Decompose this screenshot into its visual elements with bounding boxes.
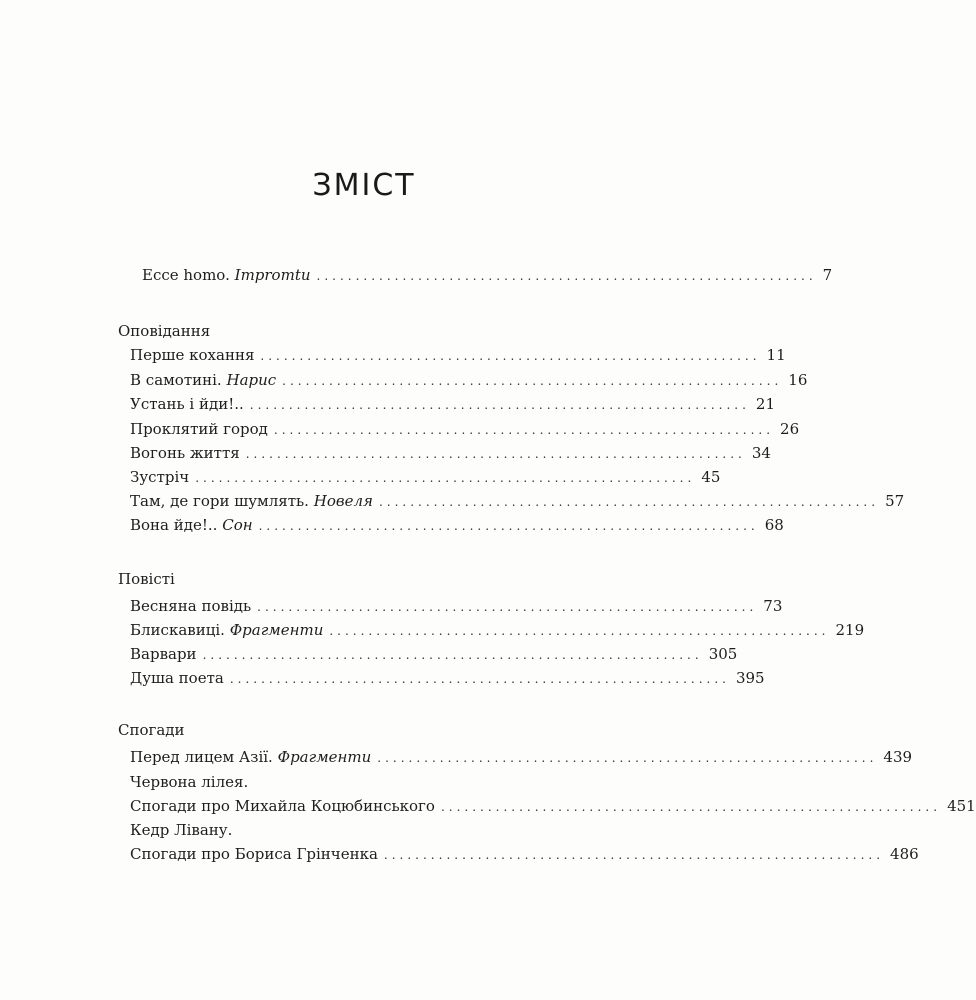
page-title: ЗМІСТ bbox=[312, 168, 416, 203]
page-number: 21 bbox=[755, 395, 775, 413]
entry-subtitle: Новеля bbox=[313, 492, 373, 510]
page-number: 451 bbox=[947, 797, 976, 815]
page-number: 45 bbox=[701, 468, 721, 486]
leader-dots: ................................................................ bbox=[273, 423, 775, 437]
entry-title: Там, де гори шумлять. bbox=[130, 492, 309, 510]
entry-title: В самотині. bbox=[130, 371, 222, 389]
toc-entry[interactable] bbox=[130, 516, 784, 536]
entry-title: Спогади про Михайла Коцюбинського bbox=[130, 797, 435, 815]
leader-dots: ................................................................ bbox=[229, 672, 730, 686]
toc-entry[interactable] bbox=[130, 845, 919, 865]
entry-title[interactable]: Кедр Лівану. bbox=[130, 821, 233, 839]
toc-entry[interactable] bbox=[130, 597, 783, 617]
page-number: 219 bbox=[835, 621, 865, 639]
page-number: 34 bbox=[751, 444, 771, 462]
page-number: 26 bbox=[780, 420, 800, 438]
entry-title: Проклятий город bbox=[130, 420, 268, 438]
leader-dots: ................................................................ bbox=[195, 471, 696, 485]
toc-entry[interactable] bbox=[130, 492, 905, 512]
entry-title: Перед лицем Азії. bbox=[130, 748, 273, 766]
page-number: 395 bbox=[735, 669, 765, 687]
toc-entry[interactable] bbox=[130, 420, 800, 440]
toc-entry[interactable] bbox=[130, 669, 765, 689]
leader-dots: ................................................................ bbox=[378, 495, 880, 509]
page-number: 57 bbox=[885, 492, 905, 510]
toc-entry[interactable] bbox=[130, 645, 738, 665]
toc-entry[interactable] bbox=[130, 748, 913, 768]
toc-entry[interactable] bbox=[130, 797, 976, 817]
entry-title: Душа поета bbox=[130, 669, 224, 687]
section-heading: Повісті bbox=[118, 570, 175, 588]
entry-title: Вона йде!.. bbox=[130, 516, 218, 534]
page-number: 16 bbox=[788, 371, 808, 389]
page-number: 486 bbox=[890, 845, 919, 863]
entry-subtitle: Сон bbox=[222, 516, 253, 534]
entry-title: Зустріч bbox=[130, 468, 190, 486]
leader-dots: ................................................................ bbox=[383, 848, 885, 862]
toc-entry[interactable] bbox=[130, 371, 808, 391]
leader-dots: ................................................................ bbox=[440, 800, 942, 814]
page-number: 11 bbox=[766, 346, 786, 364]
toc-entry[interactable] bbox=[130, 621, 865, 641]
entry-title: Вогонь життя bbox=[130, 444, 240, 462]
entry-title: Ecce homo. bbox=[142, 266, 230, 284]
toc-entry[interactable] bbox=[130, 395, 775, 415]
entry-title: Варвари bbox=[130, 645, 197, 663]
entry-subtitle: Фрагменти bbox=[277, 748, 372, 766]
entry-title: Перше кохання bbox=[130, 346, 255, 364]
page-number: 68 bbox=[764, 516, 784, 534]
entry-title[interactable]: Червона лілея. bbox=[130, 773, 249, 791]
leader-dots: ................................................................ bbox=[282, 374, 783, 388]
page-number: 7 bbox=[822, 266, 833, 284]
toc-entry[interactable] bbox=[130, 468, 721, 488]
entry-subtitle: Нарис bbox=[226, 371, 277, 389]
toc-entry[interactable] bbox=[130, 346, 786, 366]
entry-subtitle: Impromtu bbox=[234, 266, 311, 284]
leader-dots: ................................................................ bbox=[377, 751, 878, 765]
leader-dots: ................................................................ bbox=[249, 398, 750, 412]
leader-dots: ................................................................ bbox=[316, 269, 817, 283]
page-number: 305 bbox=[708, 645, 738, 663]
leader-dots: ................................................................ bbox=[245, 447, 746, 461]
section-heading: Спогади bbox=[118, 721, 185, 739]
page-number: 73 bbox=[763, 597, 783, 615]
leader-dots: ................................................................ bbox=[329, 624, 830, 638]
leader-dots: ................................................................ bbox=[202, 648, 703, 662]
entry-title: Блискавиці. bbox=[130, 621, 225, 639]
leader-dots: ................................................................ bbox=[258, 519, 759, 533]
toc-entry[interactable] bbox=[142, 266, 833, 286]
entry-title: Спогади про Бориса Грінченка bbox=[130, 845, 378, 863]
entry-title: Весняна повідь bbox=[130, 597, 252, 615]
entry-subtitle: Фрагменти bbox=[229, 621, 324, 639]
section-heading: Оповідання bbox=[118, 322, 211, 340]
toc-entry[interactable] bbox=[130, 444, 771, 464]
leader-dots: ................................................................ bbox=[257, 600, 758, 614]
entry-title: Устань і йди!.. bbox=[130, 395, 244, 413]
leader-dots: ................................................................ bbox=[260, 349, 761, 363]
page-number: 439 bbox=[883, 748, 913, 766]
